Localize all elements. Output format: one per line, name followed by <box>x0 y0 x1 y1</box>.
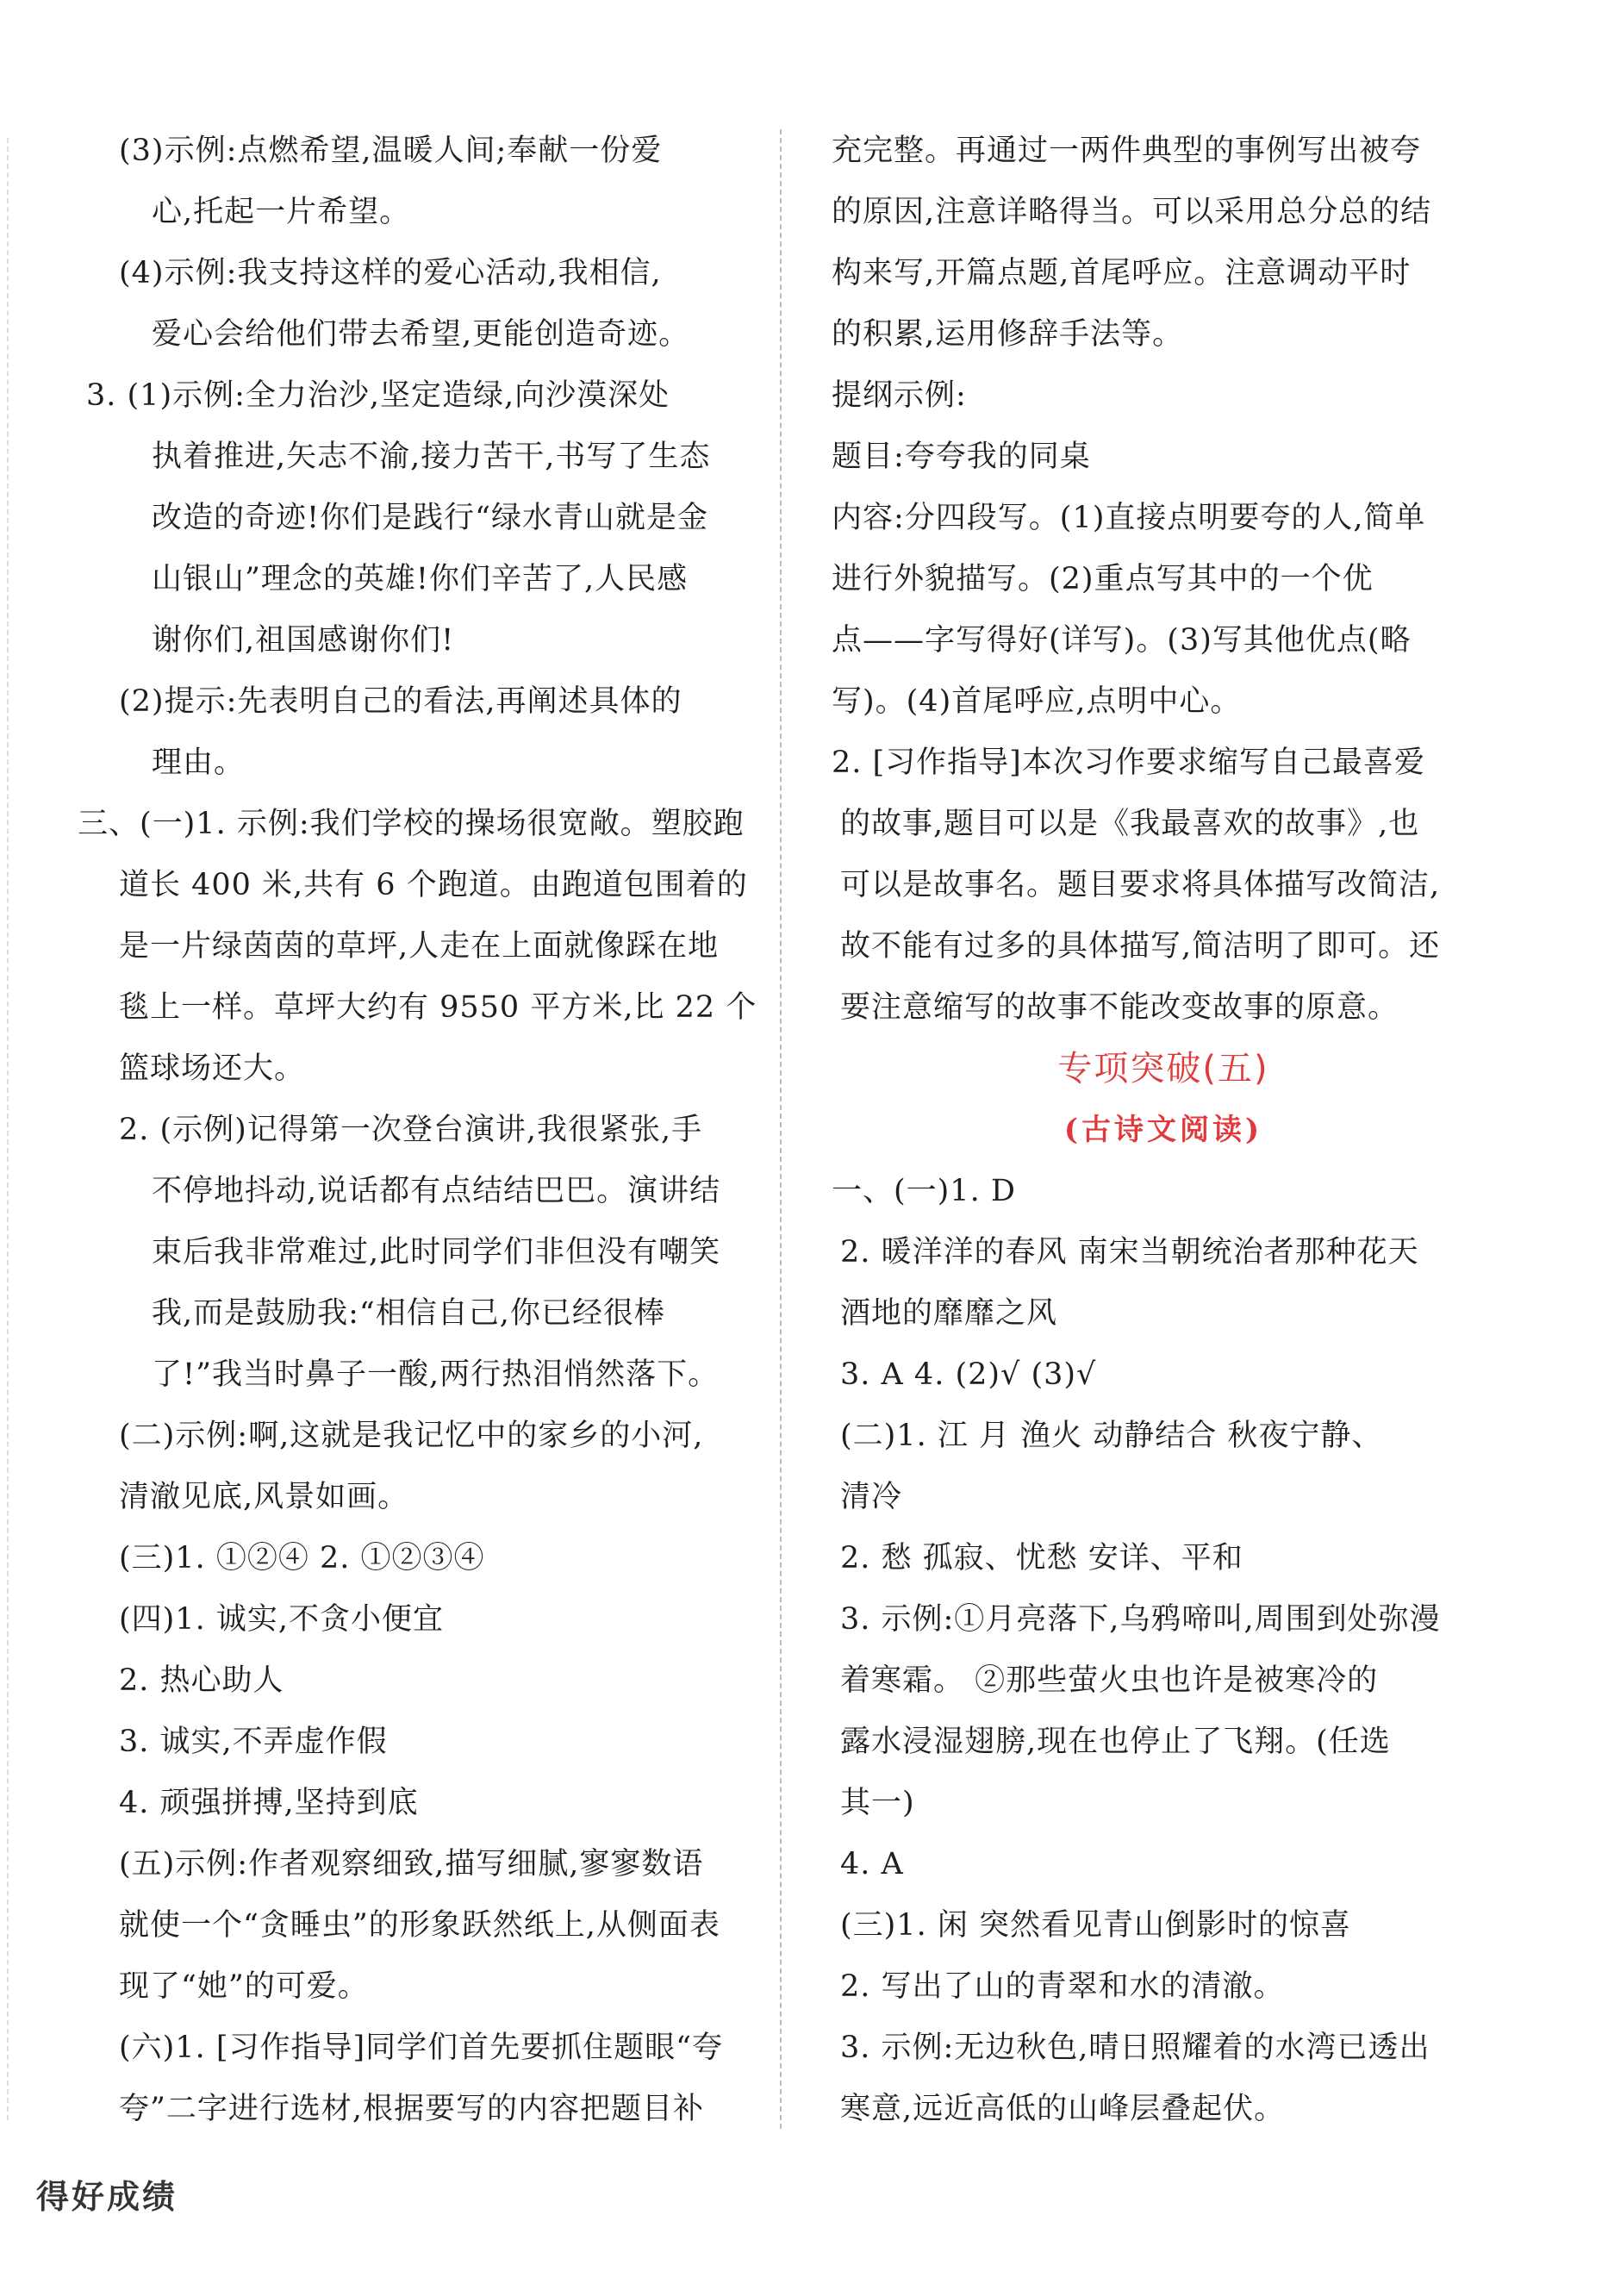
answer-line: 充完整。再通过一两件典型的事例写出被夸 <box>832 134 1422 168</box>
answer-line: 2. 写出了山的青翠和水的清澈。 <box>840 1969 1285 2004</box>
section-subtitle: (古诗文阅读) <box>1063 1113 1263 1147</box>
answer-line: 题目:夸夸我的同桌 <box>832 440 1091 474</box>
left-column <box>78 121 757 2137</box>
answer-line: 写)。(4)首尾呼应,点明中心。 <box>832 684 1242 719</box>
answer-line: 要注意缩写的故事不能改变故事的原意。 <box>840 990 1399 1025</box>
column-divider <box>780 129 782 2129</box>
answer-line: 酒地的靡靡之风 <box>840 1296 1058 1331</box>
answer-line: (三)1. ①②④ 2. ①②③④ <box>119 1541 485 1575</box>
answer-line: (五)示例:作者观察细致,描写细腻,寥寥数语 <box>119 1847 704 1881</box>
answer-line: 是一片绿茵茵的草坪,人走在上面就像踩在地 <box>119 929 720 964</box>
answer-line: 3. 示例:①月亮落下,乌鸦啼叫,周围到处弥漫 <box>840 1602 1441 1637</box>
answer-line: 2. [习作指导]本次习作要求缩写自己最喜爱 <box>832 746 1425 780</box>
answer-line: 可以是故事名。题目要求将具体描写改简洁, <box>840 868 1441 902</box>
answer-line: 的原因,注意详略得当。可以采用总分总的结 <box>832 195 1432 229</box>
answer-line: (4)示例:我支持这样的爱心活动,我相信, <box>119 256 662 290</box>
answer-line: 理由。 <box>152 746 246 780</box>
answer-line: 3. (1)示例:全力治沙,坚定造绿,向沙漠深处 <box>86 378 670 413</box>
answer-line: (3)示例:点燃希望,温暖人间;奉献一份爱 <box>119 134 663 168</box>
right-column-bottom <box>832 1161 1495 2140</box>
answer-line: 进行外貌描写。(2)重点写其中的一个优 <box>832 562 1374 596</box>
answer-line: 了!”我当时鼻子一酸,两行热泪悄然落下。 <box>152 1357 720 1392</box>
answer-line: 我,而是鼓励我:“相信自己,你已经很棒 <box>152 1296 665 1331</box>
answer-line: 4. 顽强拼搏,坚持到底 <box>119 1786 419 1820</box>
answer-line: 夸”二字进行选材,根据要写的内容把题目补 <box>119 2092 705 2126</box>
answer-line: 不停地抖动,说话都有点结结巴巴。演讲结 <box>152 1174 721 1208</box>
answer-line: 构来写,开篇点题,首尾呼应。注意调动平时 <box>832 256 1412 290</box>
answer-line: 提纲示例: <box>832 378 967 413</box>
answer-line: 清冷 <box>840 1480 903 1514</box>
answer-line: (六)1. [习作指导]同学们首先要抓住题眼“夸 <box>119 2031 724 2065</box>
answer-line: (三)1. 闲 突然看见青山倒影时的惊喜 <box>840 1908 1351 1943</box>
answer-line: (二)1. 江 月 渔火 动静结合 秋夜宁静、 <box>840 1419 1383 1453</box>
answer-line: (四)1. 诚实,不贪小便宜 <box>119 1602 444 1637</box>
answer-line: 爱心会给他们带去希望,更能创造奇迹。 <box>152 317 690 352</box>
answer-line: 2. 热心助人 <box>119 1663 284 1698</box>
answer-line: 露水浸湿翅膀,现在也停止了飞翔。(任选 <box>840 1725 1391 1759</box>
answer-line: 三、(一)1. 示例:我们学校的操场很宽敞。塑胶跑 <box>78 807 745 841</box>
answer-line: 寒意,远近高低的山峰层叠起伏。 <box>840 2092 1286 2126</box>
answer-line: (二)示例:啊,这就是我记忆中的家乡的小河, <box>119 1419 704 1453</box>
answer-line: 内容:分四段写。(1)直接点明要夸的人,简单 <box>832 501 1426 535</box>
answer-line: 2. (示例)记得第一次登台演讲,我很紧张,手 <box>119 1113 703 1147</box>
answer-line: 故不能有过多的具体描写,简洁明了即可。还 <box>840 929 1441 964</box>
answer-line: 清澈见底,风景如画。 <box>119 1480 409 1514</box>
answer-line: 执着推进,矢志不渝,接力苦干,书写了生态 <box>152 440 711 474</box>
answer-line: 2. 愁 孤寂、忧愁 安详、平和 <box>840 1541 1243 1575</box>
answer-line: 一、(一)1. D <box>832 1174 1016 1208</box>
answer-line: 3. 示例:无边秋色,晴日照耀着的水湾已透出 <box>840 2031 1430 2065</box>
publisher-logo: 得好成绩 <box>36 2177 178 2216</box>
answer-line: 改造的奇迹!你们是践行“绿水青山就是金 <box>152 501 708 535</box>
answer-line: 着寒霜。 ②那些萤火虫也许是被寒冷的 <box>840 1663 1379 1698</box>
answer-line: 束后我非常难过,此时同学们非但没有嘲笑 <box>152 1235 721 1270</box>
section-title: 专项突破(五) <box>1057 1049 1269 1089</box>
answer-line: 3. A 4. (2)√ (3)√ <box>840 1357 1097 1392</box>
answer-line: 3. 诚实,不弄虚作假 <box>119 1725 388 1759</box>
right-column-top <box>832 121 1495 1039</box>
answer-line: 其一) <box>840 1786 915 1820</box>
answer-line: 4. A <box>840 1847 904 1881</box>
answer-line: 毯上一样。草坪大约有 9550 平方米,比 22 个 <box>119 990 757 1025</box>
answer-line: 2. 暖洋洋的春风 南宋当朝统治者那种花天 <box>840 1235 1419 1270</box>
answer-line: 篮球场还大。 <box>119 1051 306 1086</box>
binding-edge-line <box>7 138 9 2120</box>
right-column <box>832 121 1495 2137</box>
answer-line: 的故事,题目可以是《我最喜欢的故事》,也 <box>840 807 1420 841</box>
answer-line: 心,托起一片希望。 <box>152 195 411 229</box>
answer-line: 谢你们,祖国感谢你们! <box>152 623 455 658</box>
answer-line: 现了“她”的可爱。 <box>119 1969 369 2004</box>
answer-line: (2)提示:先表明自己的看法,再阐述具体的 <box>119 684 682 719</box>
answer-line: 道长 400 米,共有 6 个跑道。由跑道包围着的 <box>119 868 748 902</box>
answer-line: 山银山”理念的英雄!你们辛苦了,人民感 <box>152 562 689 596</box>
answer-line: 的积累,运用修辞手法等。 <box>832 317 1184 352</box>
answer-line: 就使一个“贪睡虫”的形象跃然纸上,从侧面表 <box>119 1908 720 1943</box>
answer-line: 点——字写得好(详写)。(3)写其他优点(略 <box>832 623 1412 658</box>
